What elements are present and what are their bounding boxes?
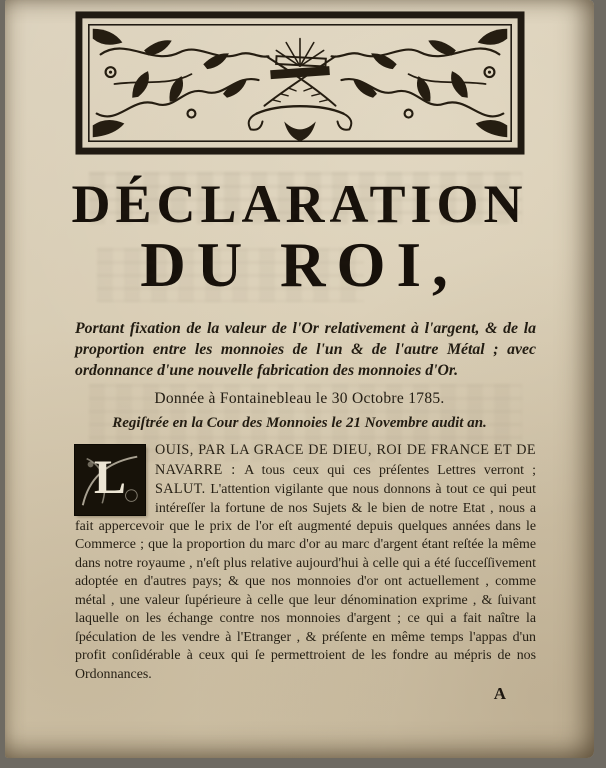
woodcut-headpiece-ornament (75, 10, 525, 156)
title-line-1: DÉCLARATION (71, 174, 528, 235)
subtitle: Portant fixation de la valeur de l'Or relativement à l'argent, & de la proportion entre les monnoies de l'un & de l'autre Métal ; avec ordonnance d'une nouvelle fabrication des monnoies d'Or. (75, 320, 536, 379)
body-salut-caps: SALUT. (155, 481, 206, 498)
document-page (5, 0, 594, 758)
drop-cap-initial (75, 445, 145, 515)
body-text-continued: L'attention vigilante que nous donnons à tout ce qui peut intéreſſer la fortune de nos Sujets & le bien de notre Etat , nous a fait appercevoir que le prix de l'or eſt augmenté depuis quelques années dans le Commerce ; que la proportion du marc d'or au marc d'argent étant reſtée la même dans notre royaume , n'eſt plus relative aujourd'hui à celle qui a été ſucceſſivement adoptée en d'autres pays; & que nos monnoies d'or ont actuellement , comme métal , une valeur ſupérieure à celle que leur dénomination exprime , & ſuivant laquelle on les échange contre nos monnoies d'argent ; ce qui a fait naître la ſpéculation de les vendre à l'Etranger , & préſente en même temps l'appas d'un profit conſidérable à ceux qui ſe permettroient de les fondre au mépris de nos Ordonnances. (75, 482, 536, 682)
catchword: A (493, 684, 506, 704)
registration-note: Regiſtrée en la Cour des Monnoies le 21 Novembre audit an. (112, 415, 487, 432)
title-line-2: DU ROI, (140, 229, 459, 300)
body-opening-caps: OUIS, PAR LA GRACE DE DIEU, ROI DE FRANCE ET DE NAVARRE : (155, 442, 536, 478)
drop-cap-letter: L (93, 451, 127, 505)
document-title (5, 174, 594, 300)
body-paragraph (75, 441, 536, 684)
body-text: A tous ceux qui ces préſentes Lettres verront ; (244, 462, 536, 478)
dateline: Donnée à Fontainebleau le 30 Octobre 1785. (154, 390, 445, 408)
engraving-icon (75, 10, 525, 156)
